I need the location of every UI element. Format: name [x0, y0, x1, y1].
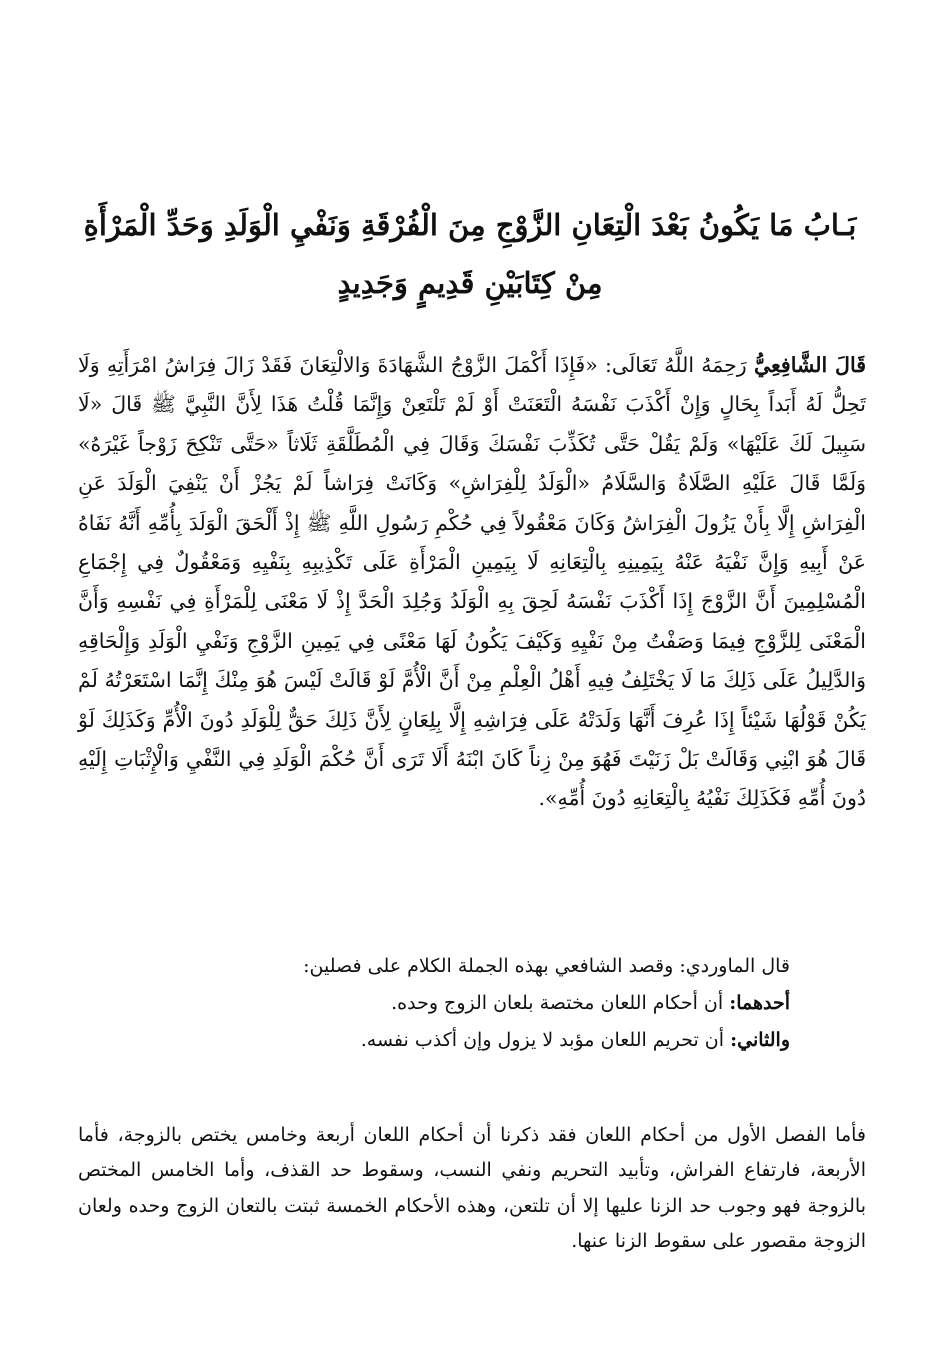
first-point-label: أحدهما:	[729, 992, 790, 1014]
first-point-text: أن أحكام اللعان مختصة بلعان الزوج وحده.	[391, 992, 730, 1014]
commentary-first-point	[150, 985, 790, 1022]
commentary-intro: قال الماوردي: وقصد الشافعي بهذه الجملة الكلام على فصلين:	[303, 955, 790, 977]
chapter-title: بَـابُ مَا يَكُونُ بَعْدَ الْتِعَانِ الزَّوْجِ مِنَ الْفُرْقَةِ وَنَفْيِ الْوَلَدِ وَحَدِّ الْمَرْأَةِ مِنْ كِتَابَيْنِ قَدِيمٍ وَجَدِيدٍ	[83, 208, 857, 300]
second-point-label: والثاني:	[730, 1029, 790, 1051]
shafii-text-paragraph	[78, 346, 866, 819]
speaker-name: قَالَ الشَّافِعِيُّ	[753, 353, 866, 377]
commentary-second-point	[150, 1022, 790, 1059]
second-point-text: أن تحريم اللعان مؤبد لا يزول وإن أكذب نفسه.	[360, 1029, 731, 1051]
closing-paragraph: فأما الفصل الأول من أحكام اللعان فقد ذكرنا أن أحكام اللعان أربعة وخامس يختص بالزوجة، فأما الأربعة، فارتفاع الفراش، وتأبيد التحريم ونفي النسب، وسقوط حد القذف، وأما الخامس المختص بالزوجة فهو وجوب حد الزنا عليها إلا أن تلتعن، وهذه الأحكام الخمسة ثبتت بالتعان الزوج وحده ولعان الزوجة مقصور على سقوط الزنا عنها.	[78, 1124, 866, 1253]
shafii-quote: رَحِمَهُ اللَّهُ تَعَالَى: «فَإِذَا أَكْمَلَ الزَّوْجُ الشَّهَادَةَ وَالالْتِعَانَ فَقَدْ زَالَ فِرَاشُ امْرَأَتِهِ وَلَا تَحِلُّ لَهُ أَبَداً بِحَالٍ وَإِنْ أَكْذَبَ نَفْسَهُ الْتَعَنَتْ أَوْ لَمْ تَلْتَعِنْ وَإِنَّمَا قُلْتُ هَذَا لِأَنَّ النَّبِيَّ ﷺ قَالَ «لَا سَبِيلَ لَكَ عَلَيْهَا» وَلَمْ يَقُلْ حَتَّى تُكَذِّبَ نَفْسَكَ وَقَالَ فِي الْمُطَلَّقَةِ ثَلَاثاً «حَتَّى تَنْكِحَ زَوْجاً غَيْرَهُ» وَلَمَّا قَالَ عَلَيْهِ الصَّلَاةُ وَالسَّلَامُ «الْوَلَدُ لِلْفِرَاشِ» وَكَانَتْ فِرَاشاً لَمْ يَجُزْ أَنْ يَنْفِيَ الْوَلَدَ عَنِ الْفِرَاشِ إِلَّا بِأَنْ يَزُولَ الْفِرَاشُ وَكَانَ مَعْقُولاً فِي حُكْمِ رَسُولِ اللَّهِ ﷺ إِذْ أَلْحَقَ الْوَلَدَ بِأُمِّهِ أَنَّهُ نَفَاهُ عَنْ أَبِيهِ وَإِنَّ نَفْيَهُ عَنْهُ بِيَمِينِهِ بِالْتِعَانِهِ لَا بِيَمِينِ الْمَرْأَةِ عَلَى تَكْذِيبِهِ بِنَفْيِهِ وَمَعْقُولٌ فِي إِجْمَاعِ الْمُسْلِمِينَ أَنَّ الزَّوْجَ إِذَا أَكْذَبَ نَفْسَهُ لَحِقَ بِهِ الْوَلَدُ وَجُلِدَ الْحَدَّ إِذْ لَا مَعْنَى لِلْمَرْأَةِ فِي نَفْسِهِ وَأَنَّ الْمَعْنَى لِلزَّوْجِ فِيمَا وَصَفْتُ مِنْ نَفْيِهِ وَكَيْفَ يَكُونُ لَهَا مَعْنًى فِي يَمِينِ الزَّوْجِ وَنَفْيِ الْوَلَدِ وَإِلْحَاقِهِ وَالدَّلِيلُ عَلَى ذَلِكَ مَا لَا يَخْتَلِفُ فِيهِ أَهْلُ الْعِلْمِ مِنْ أَنَّ الْأُمَّ لَوْ قَالَتْ لَيْسَ هُوَ مِنْكَ إِنَّمَا اسْتَعَرْتُهُ لَمْ يَكُنْ قَوْلُهَا شَيْئاً إِذَا عُرِفَ أَنَّهَا وَلَدَتْهُ عَلَى فِرَاشِهِ إِلَّا بِلِعَانٍ لِأَنَّ ذَلِكَ حَقٌّ لِلْوَلَدِ دُونَ الْأُمِّ وَكَذَلِكَ لَوْ قَالَ هُوَ ابْنِي وَقَالَتْ بَلْ زَنَيْتَ فَهُوَ مِنْ زِناً كَانَ ابْنَهُ أَلَا تَرَى أَنَّ حُكْمَ الْوَلَدِ فِي النَّفْيِ وَالْإِثْبَاتِ إِلَيْهِ دُونَ أُمِّهِ فَكَذَلِكَ نَفْيُهُ بِالْتِعَانِهِ دُونَ أُمِّهِ».	[78, 353, 866, 811]
commentary-block	[150, 948, 790, 1059]
